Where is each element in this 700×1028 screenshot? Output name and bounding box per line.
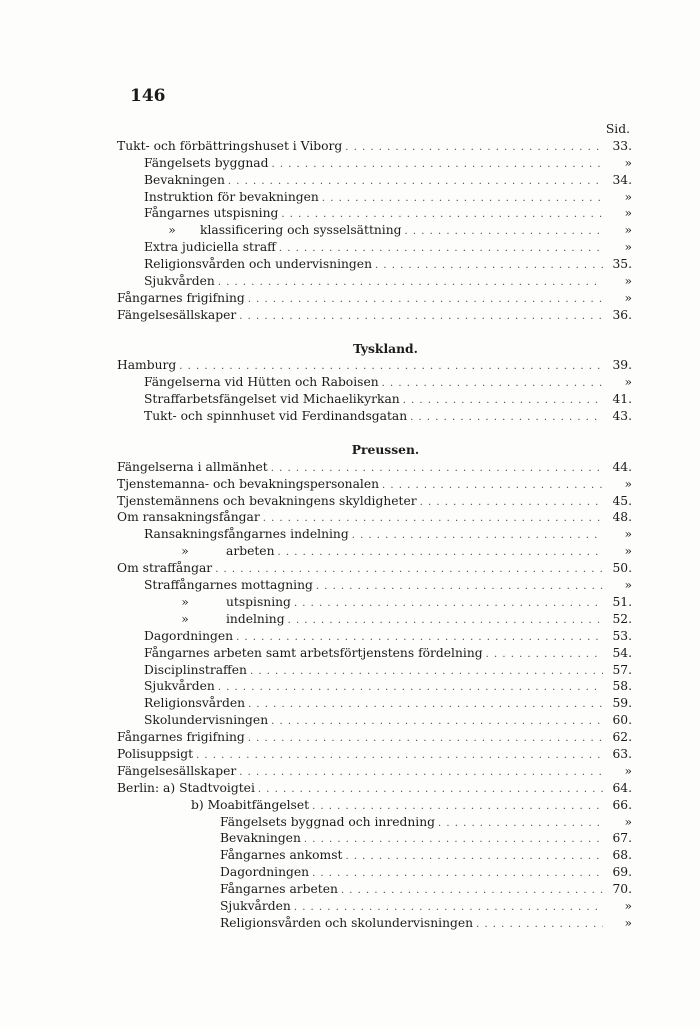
toc-entry-label — [144, 374, 379, 391]
toc-entry-label — [117, 729, 245, 746]
toc-entry-text: Religionsvården och undervisningen — [144, 257, 372, 272]
toc-entry[interactable] — [117, 509, 632, 526]
toc-entry-text: Dagordningen — [144, 628, 234, 643]
leader-dots — [352, 528, 603, 545]
toc-entry-page: » — [624, 189, 632, 204]
toc-entry-label — [144, 712, 268, 729]
toc-entry-page: 39. — [612, 358, 632, 373]
toc-entry-page: » — [624, 206, 632, 221]
leader-dots — [218, 680, 603, 697]
toc-entry-page: » — [624, 155, 632, 170]
toc-entry-text: Tjenstemanna- och bevakningspersonalen — [117, 476, 380, 491]
toc-entry-label — [220, 847, 342, 864]
leader-dots — [375, 258, 603, 275]
toc-entry-text: Fångarnes utspisning — [144, 206, 279, 221]
toc-entry[interactable] — [117, 847, 632, 864]
toc-entry[interactable] — [117, 459, 632, 476]
section-spacer — [117, 425, 632, 442]
toc-entry-label — [117, 560, 212, 577]
toc-entry-page: 63. — [612, 746, 632, 761]
toc-entry[interactable] — [117, 678, 632, 695]
toc-entry[interactable] — [117, 830, 632, 847]
toc-entry-page: » — [624, 544, 632, 559]
toc-entry-label — [220, 864, 309, 881]
toc-entry-page: 68. — [612, 848, 632, 863]
toc-entry-page: 34. — [612, 172, 632, 187]
toc-entry-page: » — [624, 290, 632, 305]
toc-entry-text: Sjukvården — [144, 274, 215, 289]
toc-entry-page: 33. — [612, 138, 632, 153]
toc-entry-text: Sjukvården — [220, 898, 291, 913]
toc-entry[interactable] — [117, 695, 632, 712]
toc-entry[interactable] — [117, 864, 632, 881]
leader-dots — [250, 664, 603, 681]
toc-entry[interactable] — [117, 273, 632, 290]
toc-entry[interactable] — [117, 239, 632, 256]
toc-entry-text: Om ransakningsfångar — [117, 510, 260, 525]
toc-entry-label — [117, 307, 236, 324]
toc-entry-text: arbeten — [226, 544, 275, 559]
toc-entry-text: Dagordningen — [220, 865, 310, 880]
toc-entry[interactable] — [117, 797, 632, 814]
leader-dots — [304, 832, 603, 849]
toc-entry-page: » — [624, 240, 632, 255]
toc-entry[interactable] — [117, 780, 632, 797]
toc-entry[interactable] — [117, 814, 632, 831]
toc-entry-page: 35. — [612, 257, 632, 272]
toc-entry[interactable] — [117, 374, 632, 391]
toc-entry-text: Fängelsesällskaper — [117, 763, 237, 778]
toc-entry-label — [144, 256, 372, 273]
toc-entry-label — [144, 391, 400, 408]
toc-entry-page: » — [624, 476, 632, 491]
toc-entry-label — [220, 898, 291, 915]
section-spacer — [117, 324, 632, 341]
toc-entry-page: » — [624, 898, 632, 913]
leader-dots — [316, 579, 603, 596]
toc-entry-page: 70. — [612, 882, 632, 897]
toc-entry-label — [117, 780, 255, 797]
toc-entry-label — [220, 814, 435, 831]
toc-entry-label — [144, 205, 278, 222]
toc-entry-text: Bevakningen — [220, 831, 301, 846]
ditto-mark: » — [181, 544, 189, 559]
toc-entry-page: 57. — [612, 662, 632, 677]
leader-dots — [312, 866, 603, 883]
toc-entry-label — [117, 459, 268, 476]
toc-entry[interactable] — [117, 712, 632, 729]
toc-entry-text: Hamburg — [117, 358, 177, 373]
leader-dots — [288, 613, 603, 630]
toc-entry-label — [220, 915, 473, 932]
toc-entry-label — [144, 408, 407, 425]
toc-entry-label — [144, 189, 319, 206]
toc-entry[interactable] — [117, 729, 632, 746]
leader-dots — [258, 782, 603, 799]
toc-entry-text: indelning — [226, 611, 285, 626]
toc-entry-label — [117, 763, 236, 780]
toc-entry[interactable] — [117, 307, 632, 324]
toc-entry-label — [144, 678, 215, 695]
section-heading: Preussen. — [351, 441, 420, 457]
toc-entry-text: Berlin: a) Stadtvoigtei — [117, 780, 255, 795]
toc-entry-page: » — [624, 763, 632, 778]
toc-entry-label — [117, 357, 176, 374]
toc-entry-page: 59. — [612, 696, 632, 711]
toc-entry-page: » — [624, 915, 632, 930]
toc-entry[interactable] — [117, 155, 632, 172]
toc-entry-text: Fängelsets byggnad — [144, 155, 269, 170]
toc-entry-page: 50. — [612, 561, 632, 576]
toc-entry[interactable] — [117, 611, 632, 628]
toc-entry-text: Tukt- och förbättringshuset i Viborg — [117, 138, 343, 153]
sid-column-header: Sid. — [605, 122, 630, 136]
toc-entry-page: 58. — [612, 679, 632, 694]
leader-dots — [382, 376, 603, 393]
toc-entry-text: Ransakningsfångarnes indelning — [144, 527, 349, 542]
toc-entry-page: » — [624, 814, 632, 829]
leader-dots — [218, 275, 603, 292]
toc-entry-label — [144, 172, 225, 189]
toc-entry-page: » — [624, 527, 632, 542]
leader-dots — [341, 883, 603, 900]
toc-entry-text: Instruktion för bevakningen — [144, 189, 319, 204]
toc-entry-text: Tukt- och spinnhuset vid Ferdinandsgatan — [144, 409, 408, 424]
toc-entry-page: 45. — [612, 493, 632, 508]
toc-entry-label — [144, 273, 215, 290]
toc-entry[interactable] — [117, 476, 632, 493]
toc-entry-text: Fängelsets byggnad och inredning — [220, 814, 436, 829]
toc-entry-page: 66. — [612, 797, 632, 812]
toc-entry-page: » — [624, 274, 632, 289]
toc-entry[interactable] — [117, 898, 632, 915]
ditto-mark: » — [181, 594, 189, 609]
leader-dots — [438, 816, 603, 833]
toc-entry-text: Fångarnes frigifning — [117, 290, 245, 305]
toc-entry-label — [144, 695, 245, 712]
toc-entry-text: Fängelserna vid Hütten och Raboisen — [144, 375, 379, 390]
section-heading: Tyskland. — [353, 340, 418, 356]
toc-entry-text: Fångarnes arbeten — [220, 882, 338, 897]
toc-entry-text: Fängelserna i allmänhet — [117, 459, 268, 474]
toc-entry-text: Tjenstemännens och bevakningens skyldigheter — [117, 493, 417, 508]
leader-dots — [239, 765, 603, 782]
toc-entry[interactable] — [117, 543, 632, 560]
toc-entry-page: » — [624, 375, 632, 390]
leader-dots — [271, 714, 603, 731]
toc-entry-page: 48. — [612, 510, 632, 525]
toc-entry-page: 41. — [612, 392, 632, 407]
toc-entry[interactable] — [117, 222, 632, 239]
toc-entry[interactable] — [117, 577, 632, 594]
table-of-contents — [117, 121, 632, 932]
toc-entry-label — [117, 138, 342, 155]
toc-entry-label — [117, 290, 245, 307]
toc-entry[interactable] — [117, 915, 632, 932]
toc-entry[interactable] — [117, 391, 632, 408]
toc-entry-text: klassificering och sysselsättning — [200, 223, 402, 238]
toc-entry-text: Extra judiciella straff — [144, 240, 276, 255]
leader-dots — [405, 224, 603, 241]
toc-entry[interactable] — [117, 357, 632, 374]
leader-dots — [278, 545, 604, 562]
leader-dots — [345, 849, 603, 866]
toc-entry-page: » — [624, 578, 632, 593]
toc-entry-page: 69. — [612, 865, 632, 880]
toc-entry-label — [144, 239, 276, 256]
toc-entry-text: b) Moabitfängelset — [191, 797, 310, 812]
toc-entry-page: » — [624, 223, 632, 238]
toc-entry[interactable] — [117, 256, 632, 273]
toc-entry-text: Polisuppsigt — [117, 746, 194, 761]
toc-entry-text: Skolundervisningen — [144, 713, 269, 728]
toc-entry-label — [220, 830, 301, 847]
toc-entry[interactable] — [117, 205, 632, 222]
leader-dots — [420, 495, 603, 512]
toc-entry-page: 54. — [612, 645, 632, 660]
toc-entry-label — [191, 797, 309, 814]
toc-entry-page: 44. — [612, 459, 632, 474]
toc-entry-label — [220, 881, 338, 898]
toc-entry-label — [117, 509, 260, 526]
toc-entry[interactable] — [117, 290, 632, 307]
ditto-mark: » — [168, 223, 176, 238]
toc-entry-page: 53. — [612, 628, 632, 643]
toc-entry[interactable] — [117, 189, 632, 206]
toc-entry-label — [144, 577, 313, 594]
leader-dots — [248, 697, 603, 714]
toc-entry-text: Fångarnes arbeten samt arbetsförtjenstens fördelning — [144, 645, 483, 660]
toc-entry-text: Sjukvården — [144, 679, 215, 694]
leader-dots — [476, 917, 603, 934]
toc-entry-label — [117, 746, 193, 763]
toc-entry[interactable] — [117, 645, 632, 662]
toc-entry[interactable] — [117, 594, 632, 611]
toc-entry-text: Straffångarnes mottagning — [144, 578, 313, 593]
toc-entry[interactable] — [117, 408, 632, 425]
toc-entry-label — [144, 543, 275, 560]
toc-entry-text: utspisning — [226, 594, 291, 609]
toc-entry-text: Fångarnes ankomst — [220, 848, 343, 863]
toc-entry[interactable] — [117, 493, 632, 510]
toc-entry-label — [144, 594, 291, 611]
leader-dots — [294, 596, 603, 613]
ditto-mark: » — [181, 611, 189, 626]
toc-entry-page: 60. — [612, 713, 632, 728]
toc-entry-page: 43. — [612, 409, 632, 424]
toc-entry[interactable] — [117, 138, 632, 155]
toc-entry-text: Om straffångar — [117, 561, 213, 576]
toc-entry-page: 51. — [612, 594, 632, 609]
toc-entry-text: Religionsvården och skolundervisningen — [220, 915, 474, 930]
leader-dots — [271, 157, 603, 174]
toc-entry[interactable] — [117, 526, 632, 543]
toc-entry-text: Disciplinstraffen — [144, 662, 247, 677]
leader-dots — [322, 191, 603, 208]
toc-entry-page: 62. — [612, 730, 632, 745]
toc-entry[interactable] — [117, 662, 632, 679]
toc-entry-label — [144, 526, 349, 543]
leader-dots — [196, 748, 603, 765]
leader-dots — [486, 647, 603, 664]
toc-entry-page: 36. — [612, 307, 632, 322]
leader-dots — [248, 292, 603, 309]
toc-entry[interactable] — [117, 746, 632, 763]
toc-entry-label — [144, 155, 268, 172]
leader-dots — [345, 140, 603, 157]
toc-entry-page: 64. — [612, 780, 632, 795]
toc-entry-label — [144, 222, 402, 239]
page-number: 146 — [130, 86, 166, 106]
toc-entry-text: Bevakningen — [144, 172, 225, 187]
toc-entry-text: Religionsvården — [144, 696, 246, 711]
toc-entry-label — [117, 493, 417, 510]
toc-entry[interactable] — [117, 560, 632, 577]
toc-entry[interactable] — [117, 628, 632, 645]
toc-entry-text: Fångarnes frigifning — [117, 730, 245, 745]
leader-dots — [403, 393, 603, 410]
leader-dots — [239, 309, 603, 326]
toc-entry-text: Straffarbetsfängelset vid Michaelikyrkan — [144, 392, 400, 407]
toc-entry-label — [117, 476, 379, 493]
toc-entry-text: Fängelsesällskaper — [117, 307, 237, 322]
toc-entry-label — [144, 628, 233, 645]
leader-dots — [248, 731, 603, 748]
leader-dots — [410, 410, 603, 427]
toc-entry[interactable] — [117, 172, 632, 189]
toc-entry-page: 52. — [612, 611, 632, 626]
toc-entry-label — [144, 662, 247, 679]
toc-entry-page: 67. — [612, 831, 632, 846]
toc-entry[interactable] — [117, 881, 632, 898]
toc-entry-label — [144, 645, 483, 662]
toc-entry-label — [144, 611, 285, 628]
toc-entry[interactable] — [117, 763, 632, 780]
